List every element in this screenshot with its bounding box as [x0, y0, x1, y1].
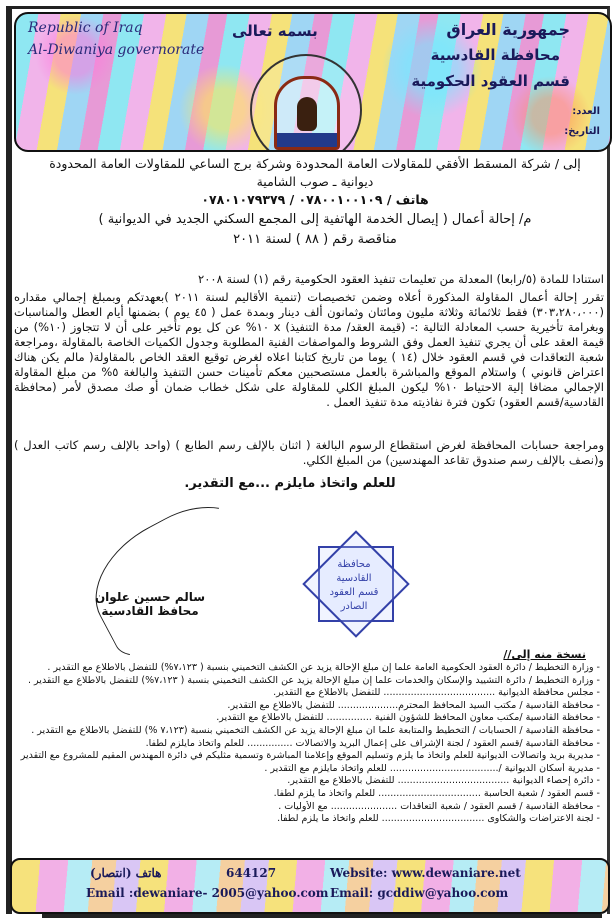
- governorate-emblem-icon: [250, 54, 362, 152]
- body-paragraph-3: ومراجعة حسابات المحافظة لغرض استقطاع الرسوم البالغة ( اثنان بالإلف رسم الطابع ) (واحد بالإلف رسم كاتب العدل ) و(نصف بالإلف رسم صندوق تقاعد المهندسين) من المبلغ الكلي.: [14, 438, 604, 467]
- cc-item: - محافظة القادسية /مكتب معاون المحافظ للشؤون الفنية ............... للتفضل بالاطلاع مع التقدير.: [216, 712, 600, 724]
- letter-footer: [10, 858, 610, 914]
- recipient-line: إلى / شركة المسقط الأفقي للمقاولات العامة المحدودة وشركة برج الساعي للمقاولات العامة المحدودة: [49, 156, 581, 171]
- cc-item: - مديرية بريد واتصالات الديوانية للعلم واتخاذ ما يلزم وتسليم الموقع وإعلامنا المباشرة وتسمية مثليكم في دائرة المهندس المقيم للمشروع مع التقدير: [20, 750, 600, 762]
- signature-block: [80, 590, 220, 618]
- stamp-line-3: الصادر: [340, 601, 368, 612]
- recipient-location: ديوانية ـ صوب الشامية: [256, 174, 374, 189]
- subject-line: م/ إحالة أعمال ( إيصال الخدمة الهاتفية إلى المجمع السكني الجديد في الديوانية ): [98, 212, 532, 227]
- cc-item: - وزارة التخطيط / دائرة التشييد والإسكان والخدمات علما إن مبلغ الإحالة يزيد عن الكشف التخميني بنسبة ( ٧،١٢٣%) للتفضل بالاطلاع مع التقدير .: [28, 674, 600, 686]
- cc-item: - وزارة التخطيط / دائرة العقود الحكومية العامة علما إن مبلغ الإحالة يزيد عن الكشف التخميني بنسبة ( ٧،١٢٣%) للتفضل بالاطلاع مع التقدير .: [47, 662, 600, 673]
- arabic-country: جمهورية العراق: [446, 20, 570, 39]
- footer-email-2[interactable]: Email: gcddiw@yahoo.com: [330, 886, 509, 900]
- signatory-name: سالم حسين علوان: [94, 590, 206, 604]
- cc-item: - مديرية أسكان الديوانية /.................................... للعلم واتخاذ مايلزم مع التقدير .: [264, 762, 600, 774]
- letterhead: [14, 12, 612, 152]
- english-governorate: Al-Diwaniya governorate: [28, 42, 205, 58]
- cc-item: - محافظة القادسية / قسم العقود / شعبة التعاقدات ...................... مع الأوليات .: [278, 800, 600, 812]
- stamp-line-1: محافظة القادسية: [336, 559, 372, 584]
- english-country: Republic of Iraq: [28, 20, 143, 36]
- number-label: العدد:: [572, 106, 600, 117]
- cc-item: - محافظة القادسية /قسم العقود / لجنة الإشراف على إعمال البريد والاتصالات ............... للعلم واتخاذ مايلزم لطفا.: [145, 737, 600, 749]
- date-label: التاريخ:: [564, 126, 600, 137]
- tender-number: مناقصة رقم ( ٨٨ ) لسنة ٢٠١١: [233, 232, 397, 247]
- cc-title: نسخة منه إلى//: [503, 648, 586, 661]
- footer-phone-label: هاتف (انتصار): [90, 866, 162, 880]
- body-paragraph-1: استنادا للمادة (٥/رابعا) المعدلة من تعليمات تنفيذ العقود الحكومية رقم (١) لسنة ٢٠٠٨: [198, 272, 604, 286]
- arabic-department: قسم العقود الحكومية: [411, 72, 570, 90]
- body-paragraph-2: تقرر إحالة أعمال المقاولة المذكورة أعلاه وضمن تخصيصات (تنمية الأقاليم لسنة ٢٠١١ )بعهدتكم وبمبلغ إجمالي مقداره (٣٠٣،٢٨٠،٠٠٠) فقط ثلاثمائة وثلاثة مليون ومائتان وثمانون ألف دينار وبمدة عمل ( ٤٥ يوم ) بضمنها أيام العطل والمناسبات وبغرامة تأخيرية حسب المعادلة التالية :- (قيمة العقد/ مدة التنفيذ) x ١٠% عن كل يوم تأخير على أن لا تتجاوز (١٠%) من قيمة العقد على أن يجري تنفيذ العمل وفق الشروط والمواصفات الفنية المطلوبة وجدول الكميات الخاصة بالمقاولة ،ومراجعة شعبة التعاقدات في قسم العقود خلال (١٤ ) يوما من تاريخ كتابنا اعلاه لغرض توقيع العقد الخاص بالمقاولة( مالم يكن هناك اعتراض قانوني ) واستلام الموقع والمباشرة بالعمل مستصحبين معكم تأمينات حسن التنفيذ والبالغة ٥% من مبلغ المقاولة الإجمالي مضافا إلية الاحتياط ١٠% ليكون المبلغ الكلي للمقاولة على شكل خطاب ضمان أو صك مصدق لأمر (محافظة القادسية/قسم العقود) تكون فترة نفاذيته مدة تنفيذ العمل .: [14, 290, 605, 409]
- footer-email-1[interactable]: Email :dewaniare- 2005@yahoo.com: [86, 886, 329, 900]
- basmala: بسمه تعالى: [232, 22, 318, 40]
- cc-item: - لجنة الاعتراضات والشكاوى .................................. للعلم واتخاذ ما يلزم لطفا.: [277, 813, 600, 825]
- recipient-phone: هاتف / ٠٧٨٠٠١٠٠١٠٩ / ٠٧٨٠١٠٧٩٣٧٩: [201, 192, 429, 207]
- closing-line: للعلم واتخاذ مايلزم ...مع التقدير.: [184, 476, 396, 491]
- signatory-title: محافظ القادسية: [101, 604, 199, 618]
- cc-item: - قسم العقود / شعبة الحاسبة .................................. للعلم واتخاذ ما يلزم لطفا.: [273, 787, 600, 799]
- arabic-governorate: محافظة القادسية: [430, 46, 560, 64]
- cc-item: - محافظة القادسية / مكتب السيد المحافظ المحترم.................... للتفضل بالاطلاع مع التقدير.: [227, 699, 600, 711]
- cc-item: - دائرة إحصاء الديوانية ..................................... للتفضل بالاطلاع مع التقدير.: [287, 775, 600, 787]
- cc-item: - محافظة القادسية / الحسابات / التخطيط والمتابعة علما ان مبلغ الإحالة يزيد عن الكشف التخميني بنسبة (٧،١٢٣ %) للتفضل بالاطلاع مع التقدير .: [31, 724, 600, 736]
- footer-phone-number: 644127: [226, 866, 277, 880]
- cc-item: - مجلس محافظة الديوانية ..................................... للتفضل بالاطلاع مع التقدير.: [273, 687, 600, 699]
- official-stamp-icon: [312, 540, 396, 624]
- stamp-line-2: قسم العقود: [329, 587, 379, 598]
- cc-list: [20, 662, 600, 826]
- footer-website[interactable]: Website: www.dewaniare.net: [330, 866, 521, 880]
